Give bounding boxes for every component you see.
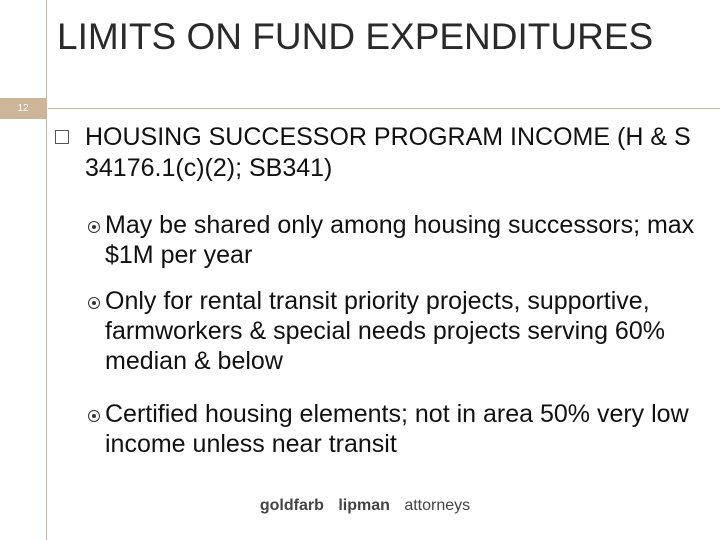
- title-rule: [48, 108, 720, 109]
- slide-number-box: [0, 98, 46, 119]
- logo-word-1: goldfarb: [259, 497, 324, 514]
- sub-bullet-text-1: May be shared only among housing successors; max $1M per year: [105, 211, 695, 269]
- square-bullet-icon: [55, 130, 69, 144]
- circle-bullet-icon: [88, 221, 100, 233]
- logo-word-2: lipman: [338, 497, 390, 514]
- slide-title: LIMITS ON FUND EXPENDITURES: [57, 16, 654, 57]
- left-rule: [46, 0, 47, 540]
- firm-logo: [0, 497, 720, 515]
- sub-bullet-text-2: Only for rental transit priority projects, supportive, farmworkers & special needs projects serving 60% median & below: [105, 287, 665, 375]
- main-bullet-text: HOUSING SUCCESSOR PROGRAM INCOME (H & S 34176.1(c)(2); SB341): [85, 123, 691, 182]
- circle-bullet-icon: [88, 297, 100, 309]
- sub-bullet-text-3: Certified housing elements; not in area 50% very low income unless near transit: [105, 400, 689, 458]
- slide-number: 12: [17, 103, 29, 114]
- logo-word-3: attorneys: [404, 497, 471, 514]
- circle-bullet-icon: [88, 410, 100, 422]
